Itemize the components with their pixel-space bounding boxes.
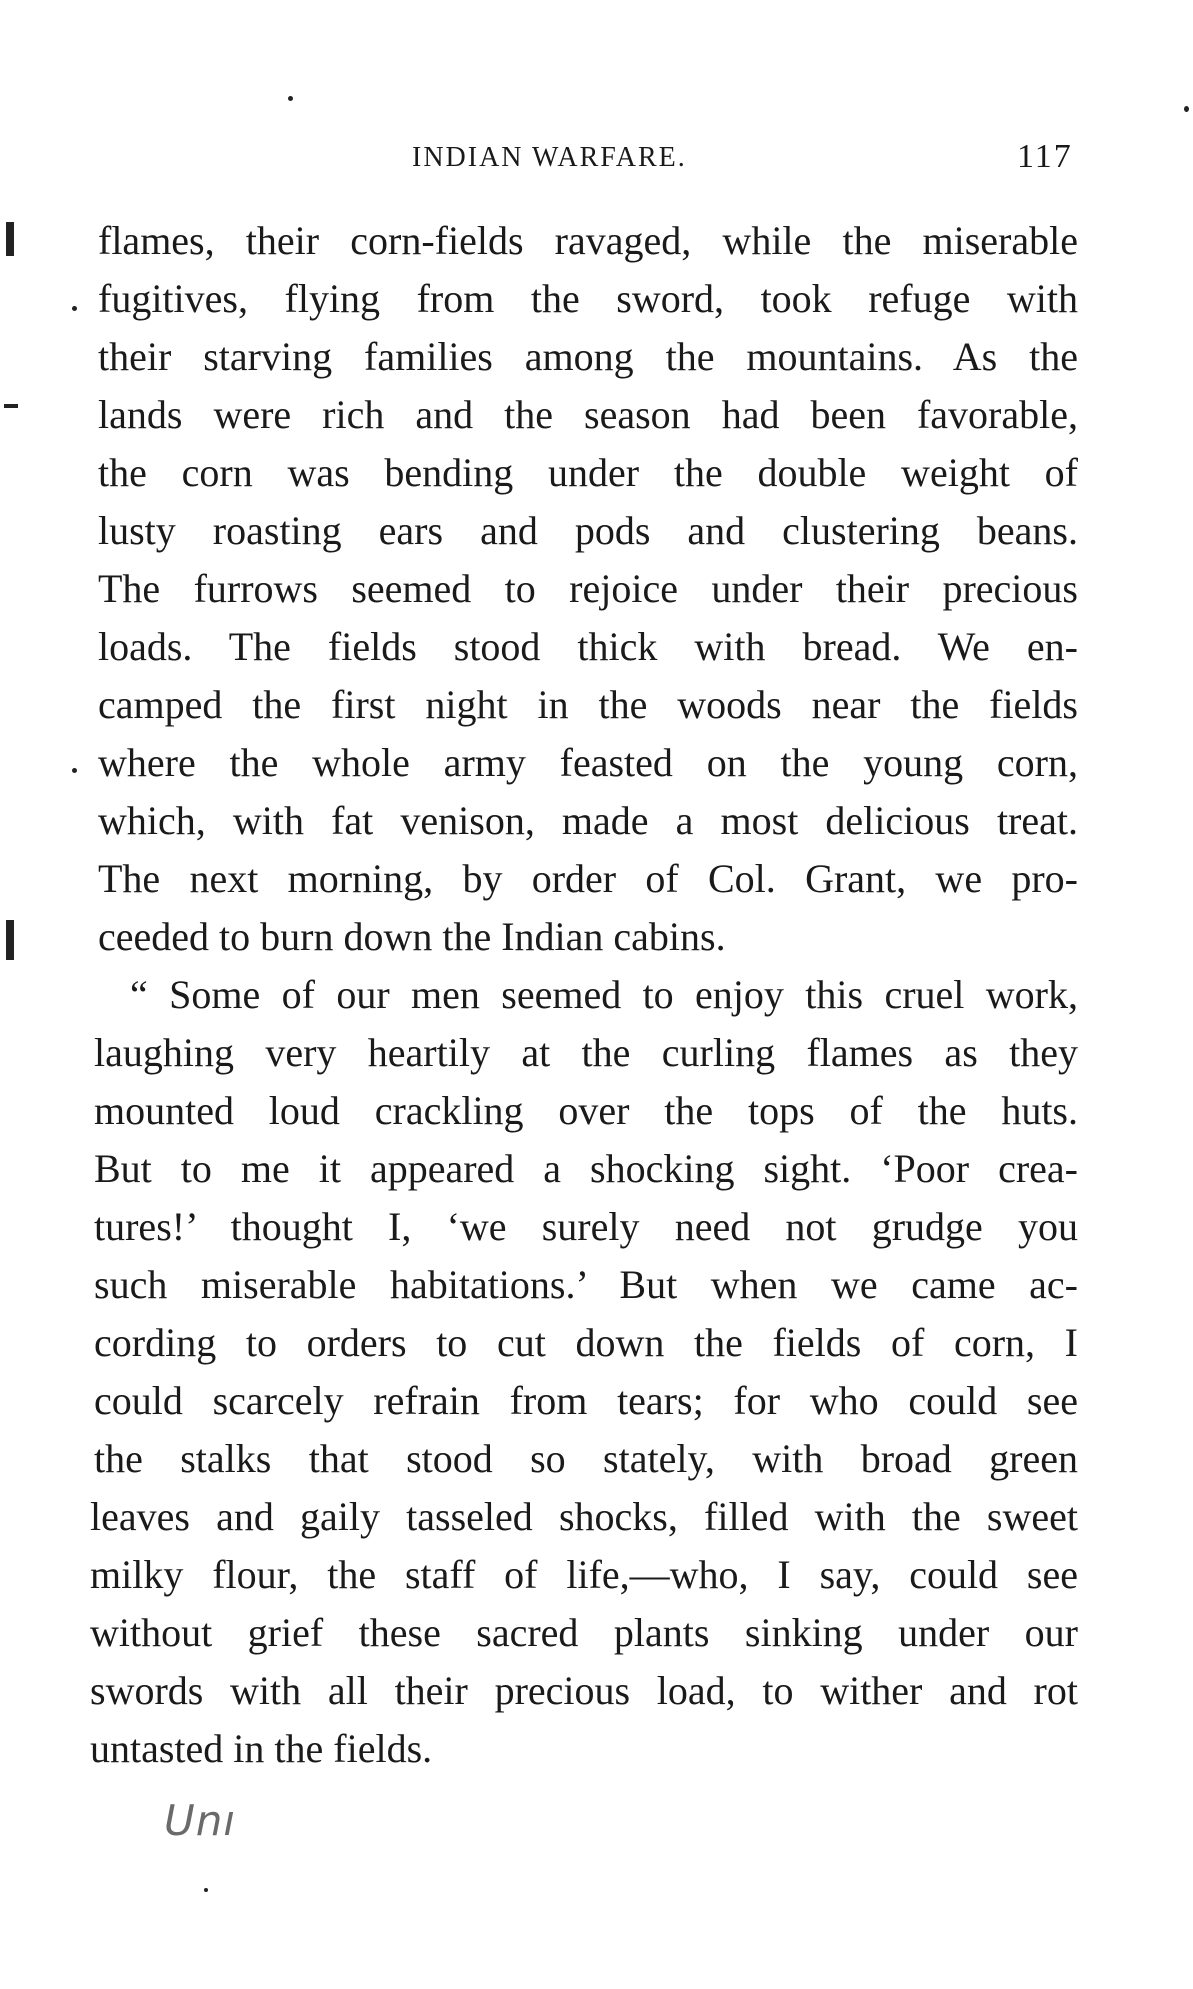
- text-line: their starving families among the mountains. As the: [98, 334, 1078, 379]
- scan-artifact: [72, 306, 77, 311]
- running-head: [0, 138, 1193, 182]
- text-line: camped the first night in the woods near the fields: [98, 682, 1078, 727]
- text-line: cording to orders to cut down the fields of corn, I: [94, 1320, 1078, 1365]
- text-line: could scarcely refrain from tears; for who could see: [94, 1378, 1078, 1423]
- text-line: such miserable habitations.’ But when we came ac-: [94, 1262, 1078, 1307]
- text-line: But to me it appeared a shocking sight. ‘Poor crea-: [94, 1146, 1078, 1191]
- text-line: leaves and gaily tasseled shocks, filled with the sweet: [90, 1494, 1078, 1539]
- text-line: lusty roasting ears and pods and clustering beans.: [98, 508, 1078, 553]
- text-line: fugitives, flying from the sword, took refuge with: [98, 276, 1078, 321]
- scan-artifact: [204, 1888, 208, 1892]
- text-line: where the whole army feasted on the young corn,: [98, 740, 1078, 785]
- text-line: swords with all their precious load, to wither and rot: [90, 1668, 1078, 1713]
- text-line: which, with fat venison, made a most delicious treat.: [98, 798, 1078, 843]
- text-line: untasted in the fields.: [90, 1726, 433, 1771]
- text-line: “ Some of our men seemed to enjoy this cruel work,: [130, 972, 1078, 1017]
- text-line: mounted loud crackling over the tops of the huts.: [94, 1088, 1078, 1133]
- page-number: 117: [1017, 138, 1073, 175]
- text-line: the corn was bending under the double weight of: [98, 450, 1078, 495]
- text-line: ceeded to burn down the Indian cabins.: [98, 914, 726, 959]
- text-line: tures!’ thought I, ‘we surely need not grudge you: [94, 1204, 1078, 1249]
- text-line: The furrows seemed to rejoice under their precious: [98, 566, 1078, 611]
- text-line: laughing very heartily at the curling flames as they: [94, 1030, 1078, 1075]
- text-line: The next morning, by order of Col. Grant, we pro-: [98, 856, 1078, 901]
- text-line: the stalks that stood so stately, with broad green: [94, 1436, 1078, 1481]
- text-line: without grief these sacred plants sinking under our: [90, 1610, 1078, 1655]
- scan-artifact: [4, 404, 18, 408]
- scan-artifact: [6, 222, 14, 256]
- library-stamp: Unı: [164, 1796, 237, 1845]
- scan-artifact: [288, 96, 293, 101]
- text-line: lands were rich and the season had been favorable,: [98, 392, 1078, 437]
- text-line: loads. The fields stood thick with bread. We en-: [98, 624, 1078, 669]
- text-line: milky flour, the staff of life,—who, I say, could see: [90, 1552, 1078, 1597]
- scan-artifact: [72, 768, 77, 773]
- running-title: INDIAN WARFARE.: [412, 142, 687, 173]
- text-line: flames, their corn-fields ravaged, while the miserable: [98, 218, 1078, 263]
- body-text: [90, 212, 1078, 1778]
- scan-artifact: [1184, 106, 1189, 112]
- scan-artifact: [6, 920, 14, 960]
